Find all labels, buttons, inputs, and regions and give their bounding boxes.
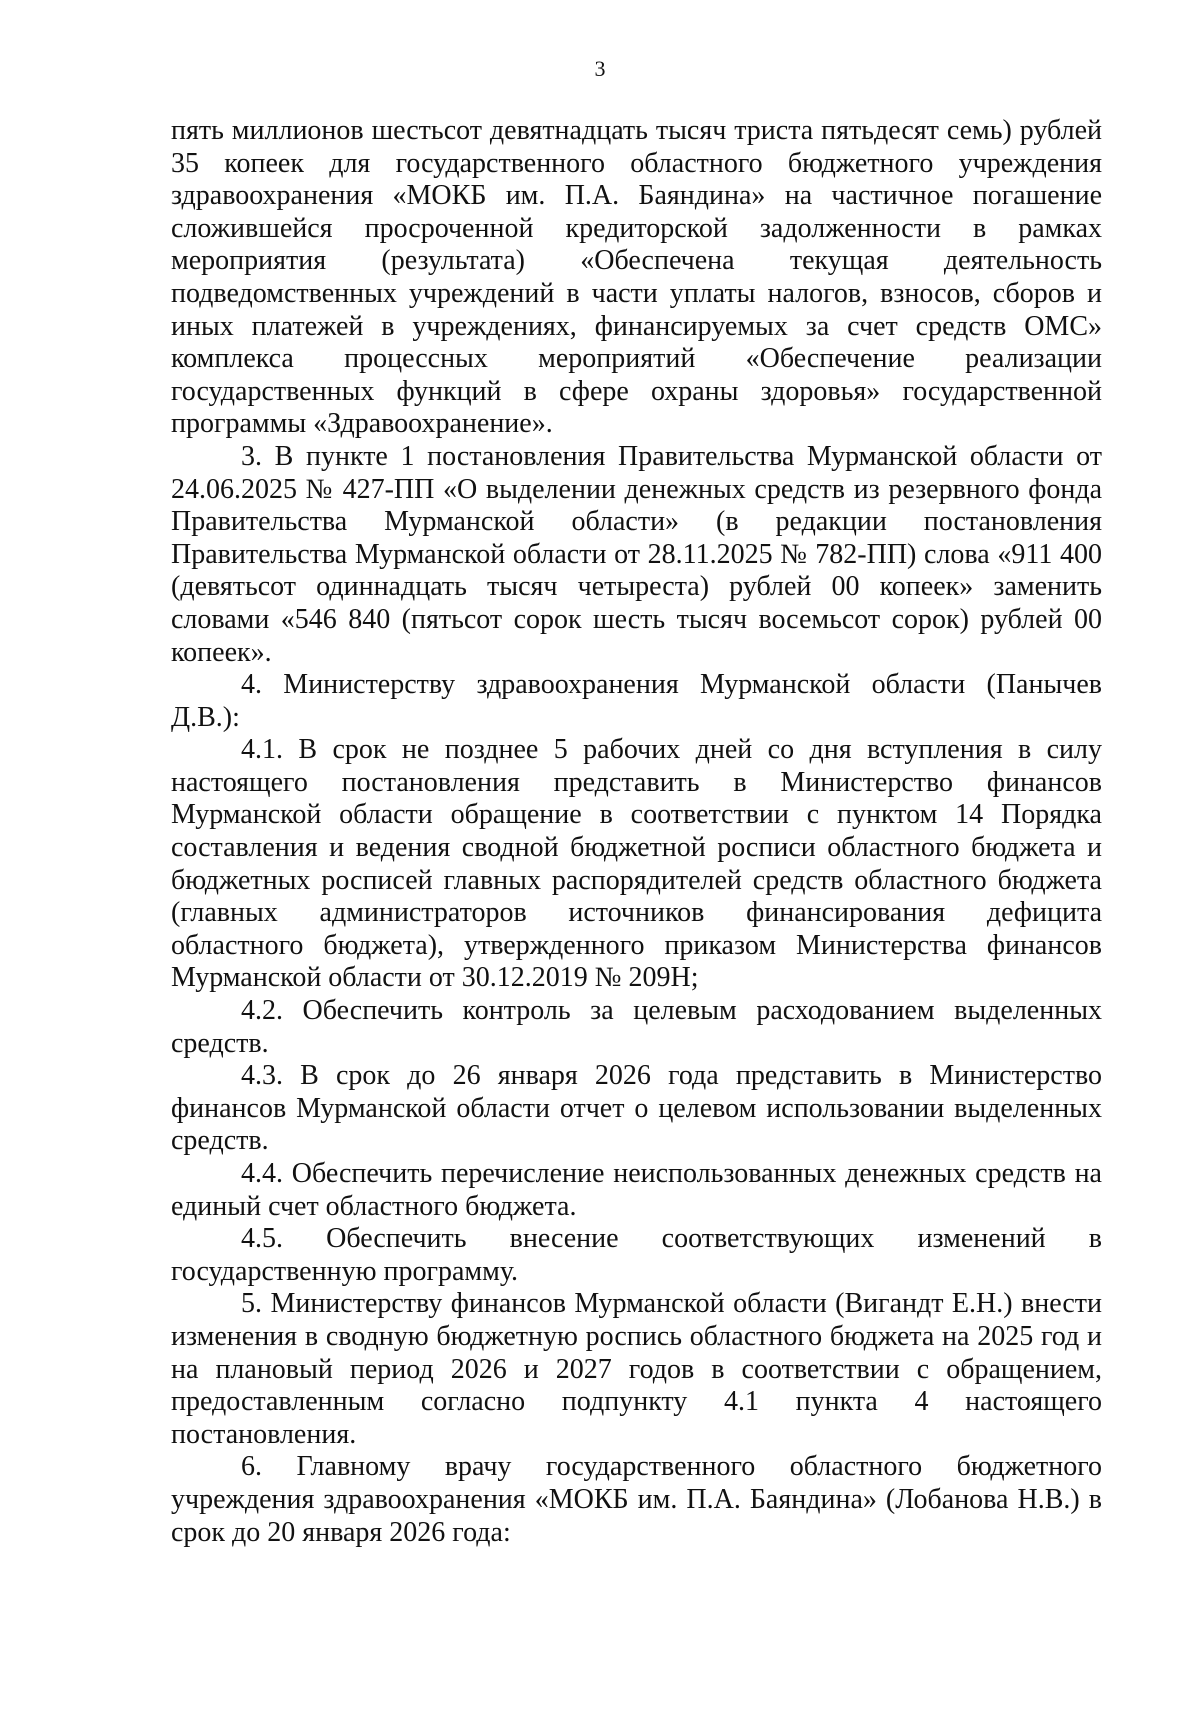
- paragraph-item-4-2: 4.2. Обеспечить контроль за целевым расходованием выделенных средств.: [171, 995, 1102, 1059]
- paragraph-item-4-4: 4.4. Обеспечить перечисление неиспользованных денежных средств на единый счет областного бюджета.: [171, 1158, 1102, 1222]
- paragraph-item-4-3: 4.3. В срок до 26 января 2026 года представить в Министерство финансов Мурманской области отчет о целевом использовании выделенных средств.: [171, 1060, 1102, 1157]
- paragraph-item-4-1: 4.1. В срок не позднее 5 рабочих дней со дня вступления в силу настоящего постановления представить в Министерство финансов Мурманской области обращение в соответствии с пунктом 14 Порядка составления и ведения сводной бюджетной росписи областного бюджета и бюджетных росписей главных распорядителей средств областного бюджета (главных администраторов источников финансирования дефицита областного бюджета), утвержденного приказом Министерства финансов Мурманской области от 30.12.2019 № 209Н;: [171, 734, 1102, 994]
- paragraph-continuation: пять миллионов шестьсот девятнадцать тысяч триста пятьдесят семь) рублей 35 копеек для государственного областного бюджетного учреждения здравоохранения «МОКБ им. П.А. Баяндина» на частичное погашение сложившейся просроченной кредиторской задолженности в рамках мероприятия (результата) «Обеспечена текущая деятельность подведомственных учреждений в части уплаты налогов, взносов, сборов и иных платежей в учреждениях, финансируемых за счет средств ОМС» комплекса процессных мероприятий «Обеспечение реализации государственных функций в сфере охраны здоровья» государственной программы «Здравоохранение».: [171, 115, 1102, 440]
- paragraph-item-4: 4. Министерству здравоохранения Мурманской области (Панычев Д.В.):: [171, 669, 1102, 733]
- paragraph-item-4-5: 4.5. Обеспечить внесение соответствующих изменений в государственную программу.: [171, 1223, 1102, 1287]
- paragraph-item-6: 6. Главному врачу государственного областного бюджетного учреждения здравоохранения «МОКБ им. П.А. Баяндина» (Лобанова Н.В.) в срок до 20 января 2026 года:: [171, 1451, 1102, 1548]
- paragraph-item-3: 3. В пункте 1 постановления Правительства Мурманской области от 24.06.2025 № 427-ПП «О выделении денежных средств из резервного фонда Правительства Мурманской области» (в редакции постановления Правительства Мурманской области от 28.11.2025 № 782-ПП) слова «911 400 (девятьсот одиннадцать тысяч четыреста) рублей 00 копеек» заменить словами «546 840 (пятьсот сорок шесть тысяч восемьсот сорок) рублей 00 копеек».: [171, 440, 1102, 668]
- page-number: 3: [594, 56, 606, 81]
- document-body: [171, 115, 1102, 1549]
- paragraph-item-5: 5. Министерству финансов Мурманской области (Вигандт Е.Н.) внести изменения в сводную бюджетную роспись областного бюджета на 2025 год и на плановый период 2026 и 2027 годов в соответствии с обращением, предоставленным согласно подпункту 4.1 пункта 4 настоящего постановления.: [171, 1288, 1102, 1450]
